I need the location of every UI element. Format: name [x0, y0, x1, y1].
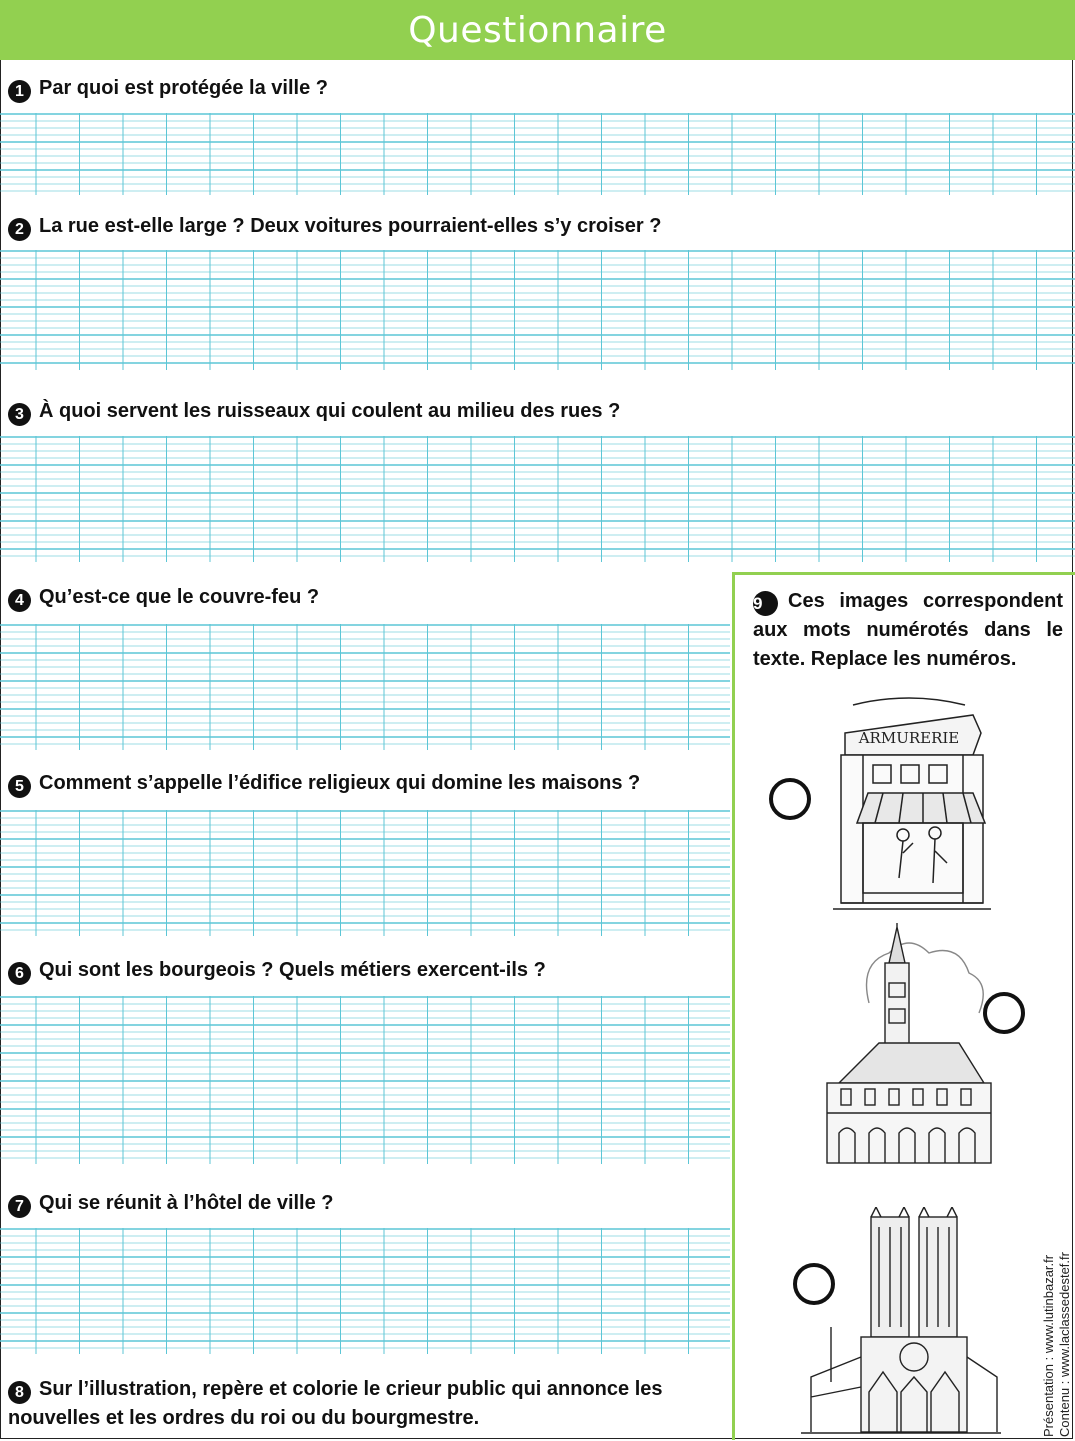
number-circle-1[interactable] — [769, 778, 811, 820]
question-text: Sur l’illustration, repère et colorie le crieur public qui annonce les nouvelles et les ordres du roi ou du bourgmestre. — [8, 1378, 663, 1429]
question-number-badge: 2 — [8, 218, 31, 241]
question-number-badge: 7 — [8, 1195, 31, 1218]
title-bar — [0, 0, 1075, 60]
question-text: Par quoi est protégée la ville ? — [39, 77, 328, 99]
answer-lines-1[interactable] — [0, 113, 1075, 195]
town-hall-belfry-icon — [819, 923, 999, 1168]
question-text: La rue est-elle large ? Deux voitures pourraient-elles s’y croiser ? — [39, 215, 662, 237]
question-2 — [8, 212, 661, 241]
answer-lines-3[interactable] — [0, 436, 1075, 562]
number-circle-2[interactable] — [983, 992, 1025, 1034]
question-9 — [753, 587, 1063, 674]
question-text: À quoi servent les ruisseaux qui coulent au milieu des rues ? — [39, 400, 621, 422]
question-number-badge: 5 — [8, 775, 31, 798]
question-text: Comment s’appelle l’édifice religieux qui domine les maisons ? — [39, 772, 641, 794]
question-7 — [8, 1189, 334, 1218]
credit-presentation: Présentation : www.lutinbazar.fr — [1041, 1254, 1056, 1437]
question-text: Qui se réunit à l’hôtel de ville ? — [39, 1192, 334, 1214]
question-number-badge: 3 — [8, 403, 31, 426]
answer-lines-7[interactable] — [0, 1228, 730, 1354]
answer-lines-6[interactable] — [0, 996, 730, 1164]
number-circle-3[interactable] — [793, 1263, 835, 1305]
armory-sign: ARMURERIE — [858, 729, 960, 747]
question-number-badge: 6 — [8, 962, 31, 985]
question-3 — [8, 397, 620, 426]
question-4 — [8, 583, 319, 612]
question-text: Ces images correspondent aux mots numérotés dans le texte. Replace les numéros. — [753, 590, 1063, 670]
sidebar-panel — [732, 572, 1075, 1440]
answer-lines-5[interactable] — [0, 810, 730, 936]
question-number-badge: 4 — [8, 589, 31, 612]
question-number-badge: 1 — [8, 80, 31, 103]
page-title: Questionnaire — [408, 9, 667, 51]
armory-shop-icon — [823, 693, 995, 913]
question-number-badge: 9 — [753, 591, 778, 616]
question-text: Qui sont les bourgeois ? Quels métiers exercent-ils ? — [39, 959, 546, 981]
question-5 — [8, 769, 640, 798]
question-8 — [8, 1375, 688, 1432]
credit-contenu: Contenu : www.laclassedestef.fr — [1057, 1252, 1072, 1437]
question-number-badge: 8 — [8, 1381, 31, 1404]
answer-lines-4[interactable] — [0, 624, 730, 750]
question-6 — [8, 956, 546, 985]
answer-lines-2[interactable] — [0, 250, 1075, 370]
question-1 — [8, 74, 328, 103]
cathedral-icon — [801, 1207, 1001, 1437]
question-text: Qu’est-ce que le couvre-feu ? — [39, 586, 320, 608]
